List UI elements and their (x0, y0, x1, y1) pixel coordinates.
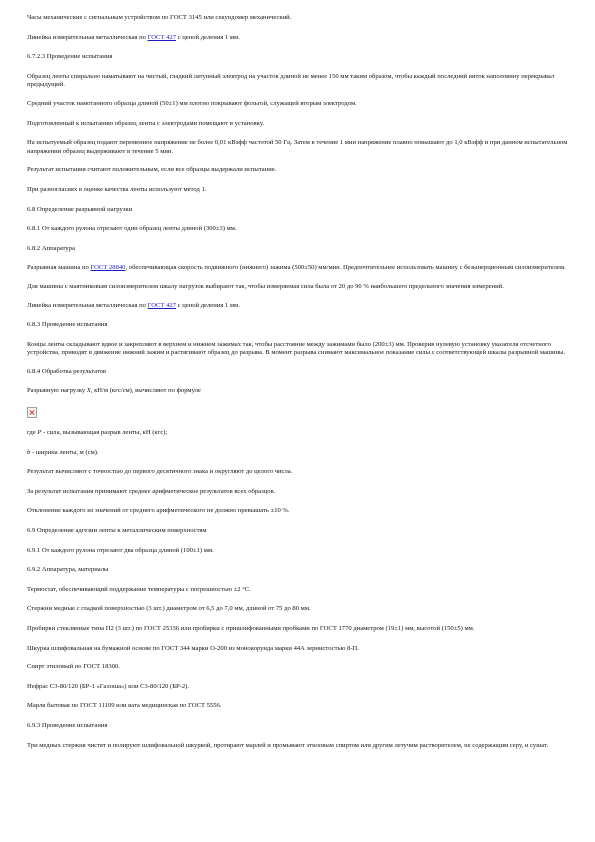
paragraph (27, 368, 569, 377)
paragraph-text: Средний участок намотанного образца длиной (50±1) мм плотно покрывают фольгой, служащей вторым электродом. (27, 99, 357, 107)
paragraph (27, 468, 569, 477)
paragraph-text: 6.8.1 От каждого рулона отрезают один образец ленты длиной (300±3) мм. (27, 225, 237, 233)
paragraph-text: Результат испытания считают положительным, если все образцы выдержали испытание. (27, 166, 277, 174)
paragraph (27, 625, 569, 634)
broken-image-icon (27, 407, 37, 418)
paragraph (27, 120, 569, 129)
paragraph-text: Разрывная машина по (27, 264, 91, 272)
paragraph-text: 6.8.2 Аппаратура (27, 244, 75, 252)
formula-variable: b (27, 448, 31, 456)
paragraph-text: , кН/м (кгс/см), вычисляют по формуле (90, 387, 201, 395)
paragraph-text: Для машины с маятниковым силоизмерителем шкалу нагрузок выбирают так, чтобы измеряемая сила была от 20 до 90 % наибольшего предельного значения измерений. (27, 282, 504, 290)
paragraph (27, 341, 569, 358)
paragraph (27, 387, 569, 396)
paragraph (27, 302, 569, 311)
paragraph-text: Стержни медные с гладкой поверхностью (3 шт.) диаметром от 6,5 до 7,0 мм, длиной от 75 до 80 мм. (27, 605, 311, 613)
paragraph (27, 742, 569, 751)
paragraph (27, 139, 569, 156)
paragraph (27, 722, 569, 731)
paragraph-text: 6.7.2.3 Проведение испытания (27, 53, 113, 61)
paragraph-text: где (27, 429, 38, 437)
paragraph-text: 6.8 Определение разрывной нагрузки (27, 205, 133, 213)
paragraph-text: Часы механические с сигнальным устройством по ГОСТ 3145 или секундомер механический. (27, 14, 292, 21)
paragraph (27, 264, 569, 273)
paragraph (27, 245, 569, 254)
paragraph-text: , обеспечивающая скорость подвижного (нижнего) зажима (500±50) мм/мин. Предпочтительнее использовать машину с безынерционным силоизмерителем. (125, 264, 566, 272)
paragraph (27, 53, 569, 62)
paragraph (27, 683, 569, 692)
paragraph (27, 663, 569, 672)
paragraph (27, 73, 569, 90)
paragraph (27, 166, 569, 175)
paragraph (27, 429, 569, 438)
paragraph-text: Термостат, обеспечивающий поддержание температуры с погрешностью ±2 °С. (27, 585, 251, 593)
paragraph-text: Образец ленты спирально наматывают на чистый, гладкий латунный электрод на участок длиной не менее 150 мм таким образом, чтобы каждый последний виток наполовину перекрывал предыдущий. (27, 72, 555, 89)
paragraph-text: Спирт этиловый по ГОСТ 18300. (27, 663, 120, 671)
paragraph (27, 488, 569, 497)
paragraph (27, 702, 569, 711)
paragraph-text: Линейка измерительная металлическая по (27, 301, 148, 309)
gost-link[interactable]: ГОСТ 28840 (90, 264, 126, 272)
gost-link[interactable]: ГОСТ 427 (147, 33, 177, 41)
paragraph (27, 527, 569, 536)
paragraph (27, 100, 569, 109)
paragraph (27, 566, 569, 575)
paragraph-text: 6.8.4 Обработка результатов (27, 367, 107, 375)
paragraph (27, 34, 569, 43)
paragraph-text: За результат испытания принимают среднее арифметическое результатов всех образцов. (27, 487, 276, 495)
paragraph-text: Пробирки стеклянные типа П2 (3 шт.) по ГОСТ 25336 или пробирки с пришлифованными пробками по ГОСТ 1770 диаметром (19±1) мм, высотой (150±5) мм. (27, 625, 475, 632)
paragraph (27, 407, 569, 418)
paragraph-text: с ценой деления 1 мм. (176, 301, 240, 309)
paragraph-text: Линейка измерительная металлическая по (27, 33, 148, 41)
paragraph-text: Результат вычисляют с точностью до первого десятичного знака и округляют до целого числа. (27, 468, 293, 476)
paragraph (27, 186, 569, 195)
paragraph (27, 507, 569, 516)
paragraph (27, 449, 569, 458)
paragraph-text: с ценой деления 1 мм. (176, 33, 240, 41)
paragraph-text: Три медных стержня чистят и полируют шлифовальной шкуркой, протирают марлей и промывают этиловым спиртом или другим летучим растворителем, не содержащим серу, и сушат. (27, 741, 549, 749)
paragraph-text: Отклонение каждого из значений от среднего арифметического не должно превышать ±10 %. (27, 507, 290, 515)
paragraph (27, 206, 569, 215)
paragraph-text: Разрывную нагрузку (27, 387, 87, 395)
paragraph-text: 6.9.1 От каждого рулона отрезают два образца длиной (100±1) мм. (27, 546, 214, 554)
paragraph (27, 547, 569, 556)
paragraph-text: 6.9 Определение адгезии ленты к металлическим поверхностям (27, 527, 207, 535)
paragraph (27, 14, 569, 23)
paragraph (27, 225, 569, 234)
paragraph-text: При разногласиях в оценке качества ленты используют метод 1. (27, 185, 207, 193)
formula-variable: Х (86, 387, 91, 395)
paragraph (27, 321, 569, 330)
paragraph (27, 586, 569, 595)
paragraph-text: Нефрас С3-80/120 (БР-1 «Галоша») или С3-80/120 (БР-2). (27, 682, 189, 690)
paragraph-text: Марля бытовая по ГОСТ 11109 или вата медицинская по ГОСТ 5556. (27, 702, 222, 710)
paragraph-text: 6.9.3 Проведение испытания (27, 721, 108, 729)
paragraph-text: Подготовленный к испытанию образец ленты с электродами помещают в установку. (27, 119, 265, 127)
paragraph-text: 6.8.3 Проведение испытания (27, 321, 108, 329)
paragraph-text: 6.9.2 Аппаратура, материалы (27, 566, 109, 574)
paragraph-text: На испытуемый образец подают переменное напряжение не более 0,01 кВэфф частотой 50 Гц. Затем в течение 1 мин напряжение плавно повышают до 1,0 кВэфф и при данном испытательном напряжении образец выдерживают в течение 5 мин. (27, 139, 568, 155)
document-page (27, 14, 569, 761)
paragraph (27, 645, 569, 654)
paragraph-text: - сила, вызывающая разрыв ленты, кН (кгс); (41, 429, 168, 437)
paragraph-text: Шкурка шлифовальная на бумажной основе по ГОСТ 344 марки О-200 из монокорунда марки 44А зернистостью 8-П. (27, 644, 359, 652)
paragraph-text: - ширина ленты, м (см). (30, 448, 99, 456)
paragraph (27, 605, 569, 614)
formula-variable: Р (37, 429, 42, 437)
paragraph (27, 283, 569, 292)
gost-link[interactable]: ГОСТ 427 (147, 301, 177, 309)
paragraph-text: Концы ленты складывают вдвое и закрепляют в верхнем и нижнем зажимах так, чтобы расстояние между зажимами было (200±3) мм. Проверив нулевую установку указателя отсчетного устройства, приводят в движение нижний зажим и растягивают образец до разрыва. В момент разрыва снимают максимальное показание силы с соответствующей шкалы разрывной машины. (27, 340, 566, 357)
